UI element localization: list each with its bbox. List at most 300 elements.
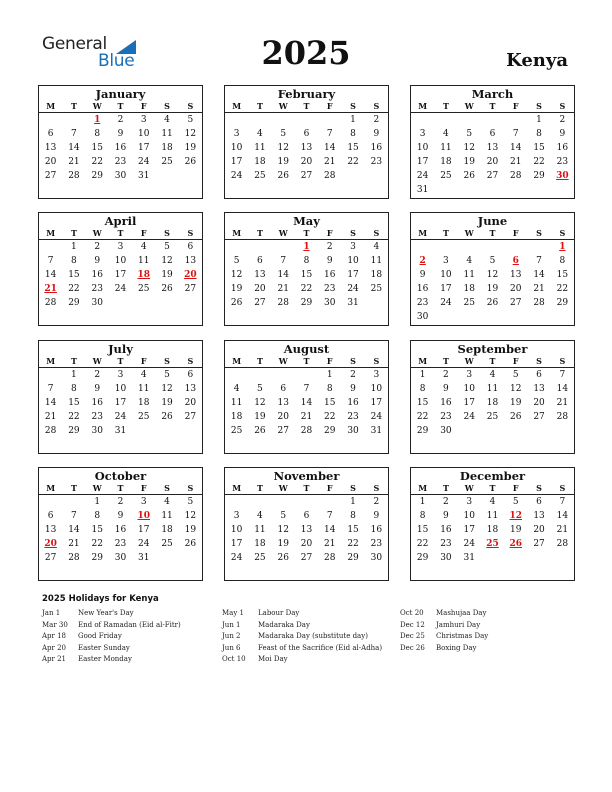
weekday-label: T [117, 356, 124, 366]
day-cell [39, 368, 62, 382]
week-row [411, 268, 574, 282]
day-cell: 10 [370, 384, 383, 394]
day-cell: 12 [161, 256, 173, 266]
holiday-day-cell: 30 [556, 171, 569, 181]
day-cell [109, 296, 132, 310]
day-cell: 8 [303, 256, 310, 266]
day-cell: 25 [161, 539, 173, 549]
week-row [225, 551, 388, 565]
day-cell: 30 [347, 426, 359, 436]
day-cell [272, 495, 295, 509]
day-cell: 23 [440, 412, 452, 422]
day-cell: 20 [533, 525, 545, 535]
weekday-label: W [278, 483, 288, 493]
weekday-label: F [326, 483, 333, 493]
day-cell: 15 [556, 270, 569, 280]
holiday-date: Oct 10 [222, 655, 246, 663]
weekday-label: W [92, 101, 102, 111]
day-cell: 18 [254, 157, 266, 167]
day-cell: 3 [140, 497, 147, 507]
day-cell: 3 [233, 129, 240, 139]
week-row [225, 169, 388, 183]
day-cell: 1 [350, 497, 356, 507]
day-cell: 6 [489, 129, 496, 139]
day-cell: 13 [254, 270, 266, 280]
weekday-label: S [350, 356, 356, 366]
day-cell: 12 [161, 384, 173, 394]
day-cell: 12 [277, 143, 289, 153]
day-cell: 7 [536, 256, 542, 266]
day-cell: 13 [184, 256, 197, 266]
holiday-item [42, 643, 181, 655]
day-cell: 24 [347, 284, 359, 294]
day-cell: 17 [230, 157, 243, 167]
day-cell: 14 [44, 398, 57, 408]
day-cell [62, 113, 85, 127]
weekday-label: T [442, 228, 449, 238]
day-cell [551, 551, 574, 565]
weekday-label: W [92, 483, 102, 493]
day-cell: 30 [440, 553, 452, 563]
weekday-label: S [373, 483, 380, 493]
day-cell: 25 [230, 426, 243, 436]
day-cell: 26 [277, 553, 289, 563]
day-cell [295, 368, 318, 382]
day-cell: 12 [277, 525, 289, 535]
day-cell: 17 [463, 398, 475, 408]
month-december [410, 467, 575, 581]
day-cell: 1 [94, 497, 101, 507]
day-cell: 18 [161, 525, 173, 535]
weekday-label: F [140, 483, 147, 493]
day-cell: 5 [164, 242, 170, 252]
month-may [224, 212, 389, 326]
day-cell: 16 [114, 143, 127, 153]
weekday-label: T [442, 356, 449, 366]
day-cell: 14 [68, 143, 80, 153]
day-cell: 19 [184, 525, 197, 535]
day-cell [132, 424, 155, 438]
day-cell [248, 240, 271, 254]
day-cell: 17 [463, 525, 475, 535]
day-cell: 21 [68, 539, 80, 549]
day-cell: 26 [230, 298, 243, 308]
holidays-section [42, 594, 582, 663]
week-row [39, 141, 202, 155]
day-cell: 11 [138, 384, 150, 394]
day-cell [527, 183, 550, 197]
holiday-day-cell: 20 [44, 539, 57, 549]
day-cell: 13 [44, 143, 57, 153]
day-cell: 8 [71, 256, 77, 266]
day-cell: 26 [184, 539, 197, 549]
day-cell: 4 [140, 370, 147, 380]
week-row [411, 141, 574, 155]
week-row [411, 113, 574, 127]
day-cell: 2 [373, 497, 380, 507]
day-cell: 17 [416, 157, 429, 167]
day-cell: 5 [233, 256, 240, 266]
weekday-label: S [164, 228, 170, 238]
day-cell: 9 [117, 129, 124, 139]
week-row [39, 169, 202, 183]
holiday-name: Madaraka Day (substitute day) [258, 632, 368, 640]
day-cell [365, 169, 388, 183]
month-september [410, 340, 575, 454]
day-cell: 30 [91, 426, 103, 436]
week-row [411, 155, 574, 169]
day-cell: 23 [114, 539, 127, 549]
weekday-header [225, 228, 388, 240]
day-cell: 18 [254, 539, 266, 549]
day-cell: 30 [114, 553, 127, 563]
weekday-label: S [187, 228, 194, 238]
day-cell: 11 [161, 129, 173, 139]
day-cell: 7 [512, 129, 519, 139]
day-cell: 22 [347, 157, 359, 167]
day-cell: 15 [533, 143, 545, 153]
day-cell: 2 [373, 115, 380, 125]
day-cell: 9 [443, 511, 449, 521]
weekday-label: T [489, 228, 496, 238]
day-cell [434, 310, 457, 324]
day-cell: 20 [44, 157, 57, 167]
weekday-label: T [117, 228, 124, 238]
day-cell: 7 [47, 384, 54, 394]
holiday-item [42, 631, 181, 643]
day-cell: 2 [326, 242, 333, 252]
day-cell: 21 [510, 157, 522, 167]
day-cell: 13 [300, 525, 313, 535]
day-cell: 10 [463, 511, 475, 521]
week-row [39, 282, 202, 296]
holiday-date: Dec 26 [400, 643, 425, 652]
day-cell: 14 [324, 143, 336, 153]
day-cell [411, 240, 434, 254]
week-row [411, 509, 574, 523]
day-cell [248, 368, 271, 382]
day-cell: 7 [71, 129, 77, 139]
day-cell: 19 [161, 398, 173, 408]
day-cell: 27 [533, 539, 545, 549]
day-cell: 18 [440, 157, 452, 167]
holiday-name: Jamhuri Day [436, 620, 481, 629]
holiday-date: Apr 18 [42, 632, 67, 640]
day-cell: 13 [184, 384, 197, 394]
day-cell [504, 424, 527, 438]
day-cell: 15 [347, 525, 359, 535]
day-cell: 9 [326, 256, 333, 266]
day-cell [318, 495, 341, 509]
weekday-label: T [117, 101, 124, 111]
weekday-label: S [559, 356, 566, 366]
day-cell: 10 [463, 384, 475, 394]
weekday-label: T [256, 228, 263, 238]
day-cell [411, 113, 434, 127]
day-cell: 24 [370, 412, 383, 422]
day-cell: 3 [350, 242, 356, 252]
day-cell: 29 [324, 426, 336, 436]
weekday-header [39, 483, 202, 495]
day-cell: 27 [254, 298, 266, 308]
day-cell: 24 [138, 157, 150, 167]
day-cell: 16 [324, 270, 336, 280]
day-cell: 17 [370, 398, 383, 408]
day-cell: 19 [463, 157, 475, 167]
day-cell: 7 [303, 384, 310, 394]
weekday-label: M [46, 483, 56, 493]
weekday-label: T [117, 483, 124, 493]
day-cell: 3 [466, 370, 473, 380]
holiday-name: Madaraka Day [258, 620, 310, 629]
day-cell: 14 [533, 270, 545, 280]
week-row [411, 296, 574, 310]
day-cell: 19 [277, 539, 289, 549]
day-cell: 14 [556, 511, 569, 521]
day-cell [527, 551, 550, 565]
holiday-item [42, 654, 181, 666]
day-cell [527, 310, 550, 324]
day-cell: 18 [486, 525, 499, 535]
day-cell [225, 113, 248, 127]
day-cell [504, 113, 527, 127]
week-row [39, 495, 202, 509]
day-cell: 15 [91, 143, 103, 153]
weekday-label: T [70, 228, 77, 238]
weekday-label: T [256, 356, 263, 366]
day-cell: 21 [300, 412, 313, 422]
month-title: May [293, 214, 320, 228]
holiday-date: Jan 1 [42, 609, 61, 617]
day-cell: 21 [324, 539, 336, 549]
day-cell: 24 [416, 171, 429, 181]
day-cell [458, 240, 481, 254]
week-row [39, 410, 202, 424]
day-cell: 8 [326, 384, 333, 394]
day-cell: 4 [257, 511, 263, 521]
day-cell: 7 [559, 370, 566, 380]
holiday-name: Good Friday [78, 632, 122, 640]
holiday-date: Oct 20 [400, 609, 424, 617]
weekday-label: F [140, 228, 147, 238]
day-cell [62, 495, 85, 509]
day-cell: 9 [443, 384, 449, 394]
day-cell: 19 [230, 284, 243, 294]
weekday-label: T [489, 101, 496, 111]
day-cell [481, 113, 504, 127]
day-cell: 23 [114, 157, 127, 167]
day-cell [155, 424, 178, 438]
day-cell [39, 240, 62, 254]
week-row [39, 113, 202, 127]
day-cell [179, 424, 202, 438]
week-row [411, 183, 574, 197]
day-cell: 18 [463, 284, 475, 294]
day-cell: 18 [161, 143, 173, 153]
day-cell: 16 [416, 284, 429, 294]
weekday-label: T [442, 483, 449, 493]
day-cell: 1 [536, 115, 542, 125]
day-cell: 20 [486, 157, 499, 167]
day-cell [458, 310, 481, 324]
day-cell: 12 [184, 129, 197, 139]
day-cell: 4 [489, 370, 496, 380]
day-cell: 2 [559, 115, 566, 125]
weekday-label: S [559, 101, 566, 111]
day-cell: 29 [347, 553, 359, 563]
day-cell: 19 [510, 525, 522, 535]
holiday-name: End of Ramadan (Eid al-Fitr) [78, 620, 181, 629]
weekday-label: F [140, 356, 147, 366]
day-cell: 6 [47, 511, 54, 521]
day-cell: 10 [347, 256, 359, 266]
day-cell [155, 551, 178, 565]
day-cell [504, 240, 527, 254]
day-cell: 26 [486, 298, 499, 308]
month-title: August [283, 342, 330, 356]
day-cell: 19 [254, 412, 266, 422]
day-cell: 2 [94, 242, 101, 252]
day-cell: 31 [347, 298, 359, 308]
weekday-label: S [559, 228, 566, 238]
day-cell: 7 [47, 256, 54, 266]
week-row [411, 410, 574, 424]
holiday-date: Dec 12 [400, 620, 425, 629]
holiday-day-cell: 20 [184, 270, 197, 280]
holiday-item [222, 608, 382, 620]
day-cell: 10 [416, 143, 429, 153]
day-cell: 6 [536, 497, 542, 507]
day-cell: 19 [510, 398, 522, 408]
day-cell: 15 [300, 270, 313, 280]
day-cell: 30 [416, 312, 429, 322]
weekday-label: S [187, 356, 194, 366]
day-cell: 5 [466, 129, 473, 139]
week-row [39, 424, 202, 438]
day-cell: 26 [463, 171, 475, 181]
day-cell: 21 [533, 284, 545, 294]
week-row [39, 240, 202, 254]
holiday-item [222, 631, 382, 643]
day-cell: 16 [91, 270, 103, 280]
day-cell [272, 368, 295, 382]
day-cell: 9 [117, 511, 124, 521]
holiday-day-cell: 2 [419, 256, 426, 266]
month-august [224, 340, 389, 454]
holiday-day-cell: 1 [303, 242, 310, 252]
day-cell: 1 [419, 370, 426, 380]
month-january [38, 85, 203, 199]
holiday-date: Dec 25 [400, 632, 425, 640]
weekday-header [225, 101, 388, 113]
holiday-item [400, 620, 488, 632]
day-cell: 19 [184, 143, 197, 153]
day-cell: 2 [94, 370, 101, 380]
week-row [225, 523, 388, 537]
day-cell: 3 [419, 129, 426, 139]
weekday-label: S [536, 101, 542, 111]
week-row [39, 551, 202, 565]
day-cell: 10 [230, 143, 243, 153]
day-cell: 5 [280, 129, 287, 139]
week-row [411, 396, 574, 410]
holiday-date: May 1 [222, 609, 244, 617]
week-row [225, 396, 388, 410]
day-cell: 4 [164, 497, 170, 507]
week-row [225, 155, 388, 169]
day-cell [39, 113, 62, 127]
holiday-date: Apr 20 [42, 643, 67, 652]
day-cell: 28 [68, 553, 80, 563]
weekday-label: S [164, 483, 170, 493]
weekday-label: T [303, 356, 310, 366]
week-row [411, 382, 574, 396]
day-cell [458, 113, 481, 127]
day-cell [132, 296, 155, 310]
day-cell: 11 [370, 256, 383, 266]
day-cell [179, 551, 202, 565]
day-cell: 26 [161, 412, 173, 422]
day-cell: 2 [117, 497, 124, 507]
day-cell: 12 [486, 270, 499, 280]
day-cell: 29 [300, 298, 313, 308]
day-cell: 22 [68, 412, 80, 422]
weekday-label: T [489, 483, 496, 493]
month-title: April [104, 214, 137, 228]
weekday-label: M [418, 356, 428, 366]
day-cell: 27 [486, 171, 499, 181]
holiday-day-cell: 12 [509, 511, 523, 521]
day-cell [481, 424, 504, 438]
day-cell: 25 [486, 412, 499, 422]
holiday-item [222, 654, 382, 666]
day-cell: 8 [71, 384, 77, 394]
day-cell: 11 [486, 511, 499, 521]
day-cell: 31 [370, 426, 383, 436]
weekday-label: M [46, 228, 56, 238]
week-row [39, 127, 202, 141]
day-cell: 23 [370, 539, 383, 549]
day-cell [527, 424, 550, 438]
day-cell [225, 368, 248, 382]
weekday-label: W [464, 356, 474, 366]
day-cell: 28 [300, 426, 313, 436]
month-november [224, 467, 389, 581]
day-cell: 24 [463, 412, 475, 422]
day-cell: 11 [254, 143, 266, 153]
weekday-label: S [350, 228, 356, 238]
day-cell: 8 [419, 384, 426, 394]
day-cell [155, 296, 178, 310]
holiday-item [400, 643, 488, 655]
holiday-date: Jun 1 [222, 620, 241, 629]
day-cell: 17 [440, 284, 452, 294]
day-cell: 11 [486, 384, 499, 394]
country-label: Kenya [506, 50, 568, 71]
day-cell: 17 [114, 270, 127, 280]
day-cell [481, 183, 504, 197]
day-cell: 27 [277, 426, 289, 436]
day-cell: 23 [347, 412, 359, 422]
week-row [39, 254, 202, 268]
day-cell: 13 [277, 398, 289, 408]
day-cell: 14 [68, 525, 80, 535]
day-cell: 23 [91, 412, 103, 422]
day-cell: 23 [556, 157, 569, 167]
weekday-label: M [232, 356, 242, 366]
weekday-label: F [326, 356, 333, 366]
day-cell: 9 [350, 384, 356, 394]
